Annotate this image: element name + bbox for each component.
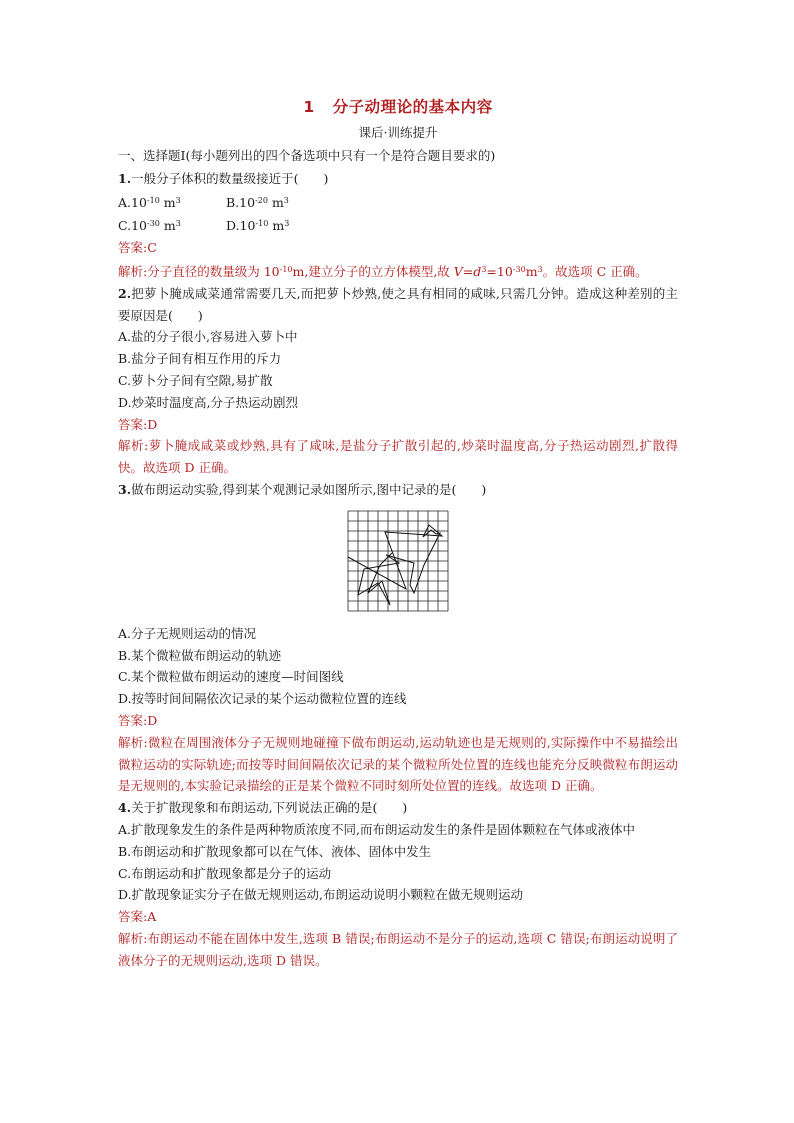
question-4-option-b: B.布朗运动和扩散现象都可以在气体、液体、固体中发生 <box>118 843 432 859</box>
question-4-option-c: C.布朗运动和扩散现象都是分子的运动 <box>118 865 332 881</box>
question-1-options-row-1 <box>118 190 678 214</box>
page-title <box>118 96 678 118</box>
question-3-option-b: B.某个微粒做布朗运动的轨迹 <box>118 647 282 663</box>
question-1-analysis: 解析:分子直径的数量级为 $10^{-10}m$,建立分子的立方体模型,故 $V=d^3=10^{-30}m^3$。故选项 C 正确。 <box>118 263 648 279</box>
question-2-option-a: A.盐的分子很小,容易进入萝卜中 <box>118 329 298 345</box>
question-2-option-d: D.炒菜时温度高,分子热运动剧烈 <box>118 394 299 410</box>
question-1-option-b: $B.10^{-20}$ $m^3$ <box>226 194 289 210</box>
grid-lines <box>348 511 448 611</box>
question-1-text: 一般分子体积的数量级接近于( ) <box>131 170 329 186</box>
question-4-option-d: D.扩散现象证实分子在做无规则运动,布朗运动说明小颗粒在做无规则运动 <box>118 887 524 903</box>
question-2-number: 2. <box>118 285 132 301</box>
question-4-answer: 答案:A <box>118 909 157 925</box>
question-2-stem <box>118 283 678 327</box>
question-1-options-row-2 <box>118 213 678 237</box>
section-heading: 一、选择题Ⅰ(每小题列出的四个备选项中只有一个是符合题目要求的) <box>118 148 496 163</box>
question-1-number: 1. <box>118 170 132 186</box>
question-2-option-c: C.萝卜分子间有空隙,易扩散 <box>118 372 273 388</box>
question-3-option-d: D.按等时间间隔依次记录的某个运动微粒位置的连线 <box>118 691 407 707</box>
brownian-grid-diagram <box>344 507 452 615</box>
question-3-option-a: A.分子无规则运动的情况 <box>118 625 257 641</box>
title-number: 1 <box>303 98 315 116</box>
page-subtitle: 课后·训练提升 <box>358 125 438 140</box>
question-4-stem <box>118 797 678 819</box>
question-1-option-a: $A.10^{-10}$ $m^3$ <box>118 194 181 210</box>
question-2-option-b: B.盐分子间有相互作用的斥力 <box>118 351 282 367</box>
question-4-analysis: 解析:布朗运动不能在固体中发生,选项 B 错误;布朗运动不是分子的运动,选项 C 错误;布朗运动说明了液体分子的无规则运动,选项 D 错误。 <box>118 930 679 968</box>
question-3-number: 3. <box>118 481 132 497</box>
question-1-option-c: $C.10^{-30}$ $m^3$ <box>118 218 181 234</box>
question-3-text: 做布朗运动实验,得到某个观测记录如图所示,图中记录的是( ) <box>131 481 487 497</box>
question-1-stem <box>118 168 678 190</box>
question-4-text: 关于扩散现象和布朗运动,下列说法正确的是( ) <box>131 800 408 816</box>
question-4-option-a: A.扩散现象发生的条件是两种物质浓度不同,而布朗运动发生的条件是固体颗粒在气体或液体中 <box>118 821 635 837</box>
question-3-stem <box>118 479 678 501</box>
question-1-option-d: $D.10^{-10}$ $m^3$ <box>226 218 290 234</box>
title-text: 分子动理论的基本内容 <box>332 98 493 116</box>
question-3-option-c: C.某个微粒做布朗运动的速度—时间图线 <box>118 669 344 685</box>
question-4-number: 4. <box>118 800 132 816</box>
question-3-answer: 答案:D <box>118 712 158 728</box>
question-2-analysis: 解析:萝卜腌成咸菜或炒熟,具有了咸味,是盐分子扩散引起的,炒菜时温度高,分子热运动剧烈,扩散得快。故选项 D 正确。 <box>118 438 678 476</box>
question-2-answer: 答案:D <box>118 416 158 432</box>
question-1-answer: 答案:C <box>118 240 157 256</box>
brownian-motion-figure <box>118 505 678 617</box>
worksheet-page <box>118 96 678 972</box>
question-3-analysis: 解析:微粒在周围液体分子无规则地碰撞下做布朗运动,运动轨迹也是无规则的,实际操作中不易描绘出微粒运动的实际轨迹;而按等时间间隔依次记录的某个微粒所处位置的连线也能充分反映微粒布朗运动是无规则的,本实验记录描绘的正是某个微粒不同时刻所处位置的连线。故选项 D 正确。 <box>118 734 678 794</box>
question-2-text: 把萝卜腌成咸菜通常需要几天,而把萝卜炒熟,使之具有相同的咸味,只需几分钟。造成这种差别的主要原因是( ) <box>118 285 678 323</box>
